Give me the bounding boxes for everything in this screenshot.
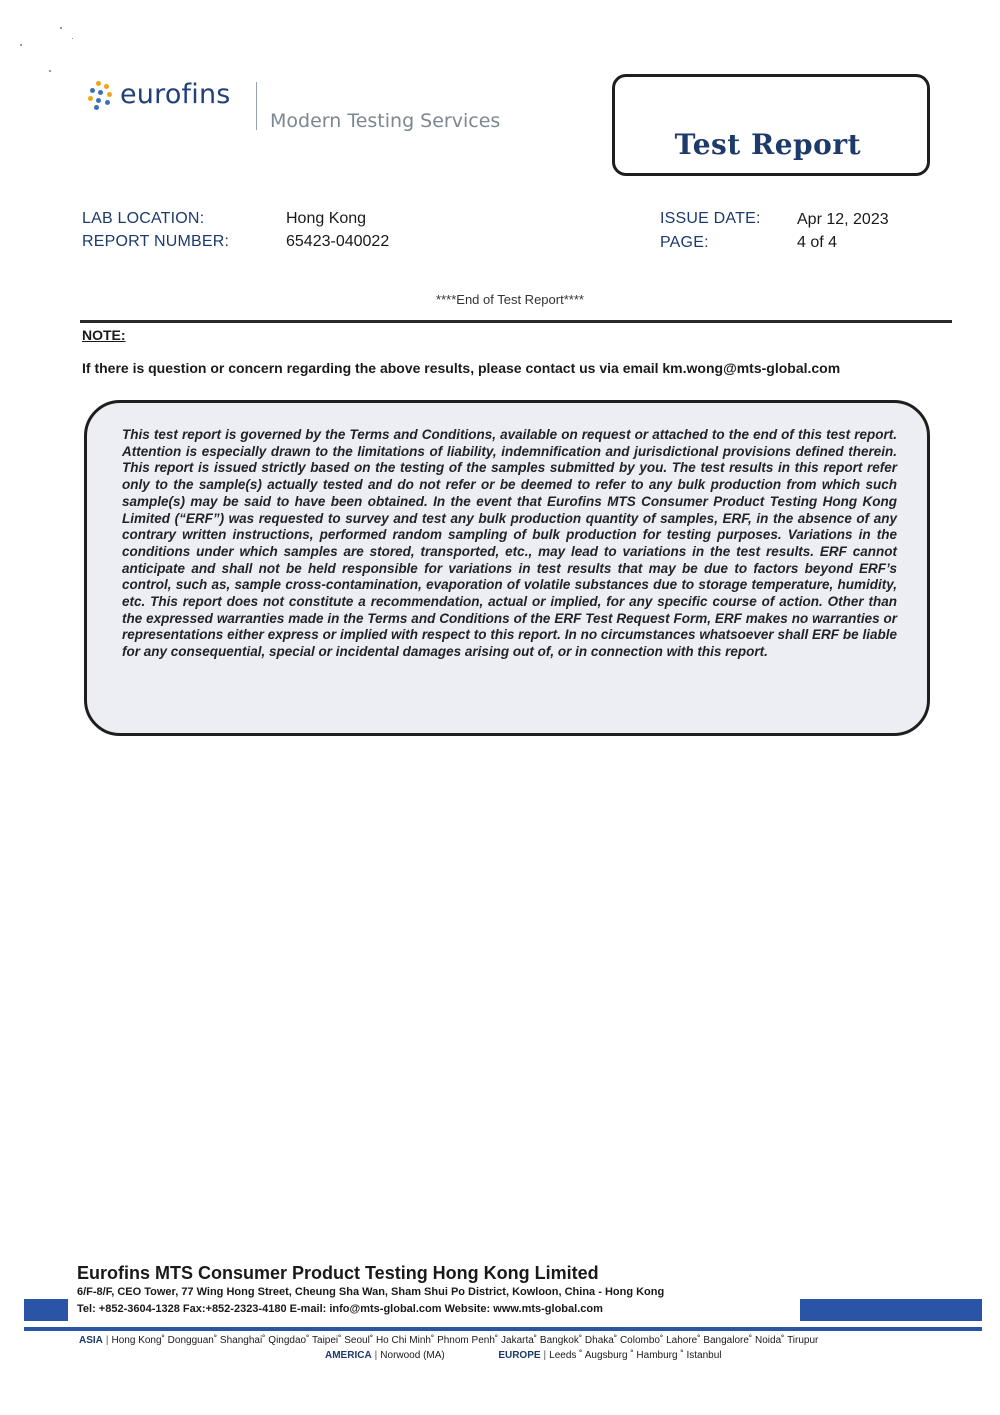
note-heading: NOTE: [82,327,126,343]
europe-label: EUROPE [498,1350,541,1361]
report-number-value: 65423-040022 [286,233,390,250]
disclaimer-text: This test report is governed by the Terms and Conditions, available on request or attached to the end of this test report. Attention is especially drawn to the limitations of liability, indemnification and jurisdictional provisions defined therein. This report is issued strictly based on the testing of the samples submitted by you. The test results in this report refer only to the sample(s) actually tested and do not refer or be deemed to refer to any bulk production from which such sample(s) may be said to have been obtained. In the event that Eurofins MTS Consumer Product Testing Hong Kong Limited (“ERF”) was requested to survey and test any bulk production quantity of samples, ERF, in the absence of any contrary written instructions, performed random sampling of bulk production for testing purposes. Variations in the conditions under which samples are stored, transported, etc., may lead to variations in the test results. ERF cannot anticipate and shall not be held responsible for variations in test results that may be due to factors beyond ERF’s control, such as, sample cross-contamination, evaporation of volatile substances due to storage temperature, humidity, etc. This report does not constitute a recommendation, actual or implied, for any specific course of action. Other than the expressed warranties made in the Terms and Conditions of the ERF Test Request Form, ERF makes no warranties or representations either express or implied with respect to this report. In no circumstances whatsoever shall ERF be liable for any consequential, special or incidental damages arising out of, or in connection with this report. [122,427,897,660]
eurofins-logo [86,74,231,114]
report-title-box [612,74,930,176]
america-locations: Norwood (MA) [380,1350,445,1361]
lab-location-value: Hong Kong [286,210,367,227]
footer-address: 6/F-8/F, CEO Tower, 77 Wing Hong Street, Cheung Sha Wan, Sham Shui Po District, Kowloon, China - Hong Kong [77,1286,665,1298]
footer-contact: Tel: +852-3604-1328 Fax:+852-2323-4180 E-mail: info@mts-global.com Website: www.mts-global.com [77,1303,603,1315]
page-label: PAGE: [660,234,709,251]
disclaimer-box [84,400,930,736]
report-title: Test Report [674,128,861,161]
contact-line: If there is question or concern regarding the above results, please contact us via email km.wong@mts-global.com [82,360,841,376]
end-of-report: ****End of Test Report**** [436,292,584,307]
asia-locations-line: ASIA | Hong Kong˚ Dongguan˚ Shanghai˚ Qingdao˚ Taipei˚ Seoul˚ Ho Chi Minh˚ Phnom Penh˚ Jakarta˚ Bangkok˚ Dhaka˚ Colombo˚ Lahore˚ Bangalore˚ Noida˚ Tirupur [79,1335,819,1346]
tagline: Modern Testing Services [270,110,501,132]
page-value: 4 of 4 [797,234,838,251]
logo-divider [256,82,257,130]
asia-label: ASIA [79,1335,103,1346]
issue-date-value: Apr 12, 2023 [797,211,889,228]
section-rule [80,320,952,323]
issue-date-label: ISSUE DATE: [660,210,761,227]
eurofins-dots-icon [86,79,116,109]
brand-wordmark: eurofins [120,78,231,110]
america-label: AMERICA [325,1350,372,1361]
footer-blue-block-left [24,1299,68,1321]
america-europe-line: AMERICA | Norwood (MA) EUROPE | Leeds ˚ Augsburg ˚ Hamburg ˚ Istanbul [325,1350,722,1361]
report-number-label: REPORT NUMBER: [82,233,230,250]
footer-blue-block-right [800,1299,982,1321]
footer-company: Eurofins MTS Consumer Product Testing Hong Kong Limited [77,1263,599,1283]
europe-locations: Leeds ˚ Augsburg ˚ Hamburg ˚ Istanbul [549,1350,722,1361]
lab-location-label: LAB LOCATION: [82,210,205,227]
footer-rule [24,1327,982,1331]
asia-locations: Hong Kong˚ Dongguan˚ Shanghai˚ Qingdao˚ Taipei˚ Seoul˚ Ho Chi Minh˚ Phnom Penh˚ Jakarta˚ Bangkok˚ Dhaka˚ Colombo˚ Lahore˚ Bangalore˚ Noida˚ Tirupur [111,1335,819,1346]
